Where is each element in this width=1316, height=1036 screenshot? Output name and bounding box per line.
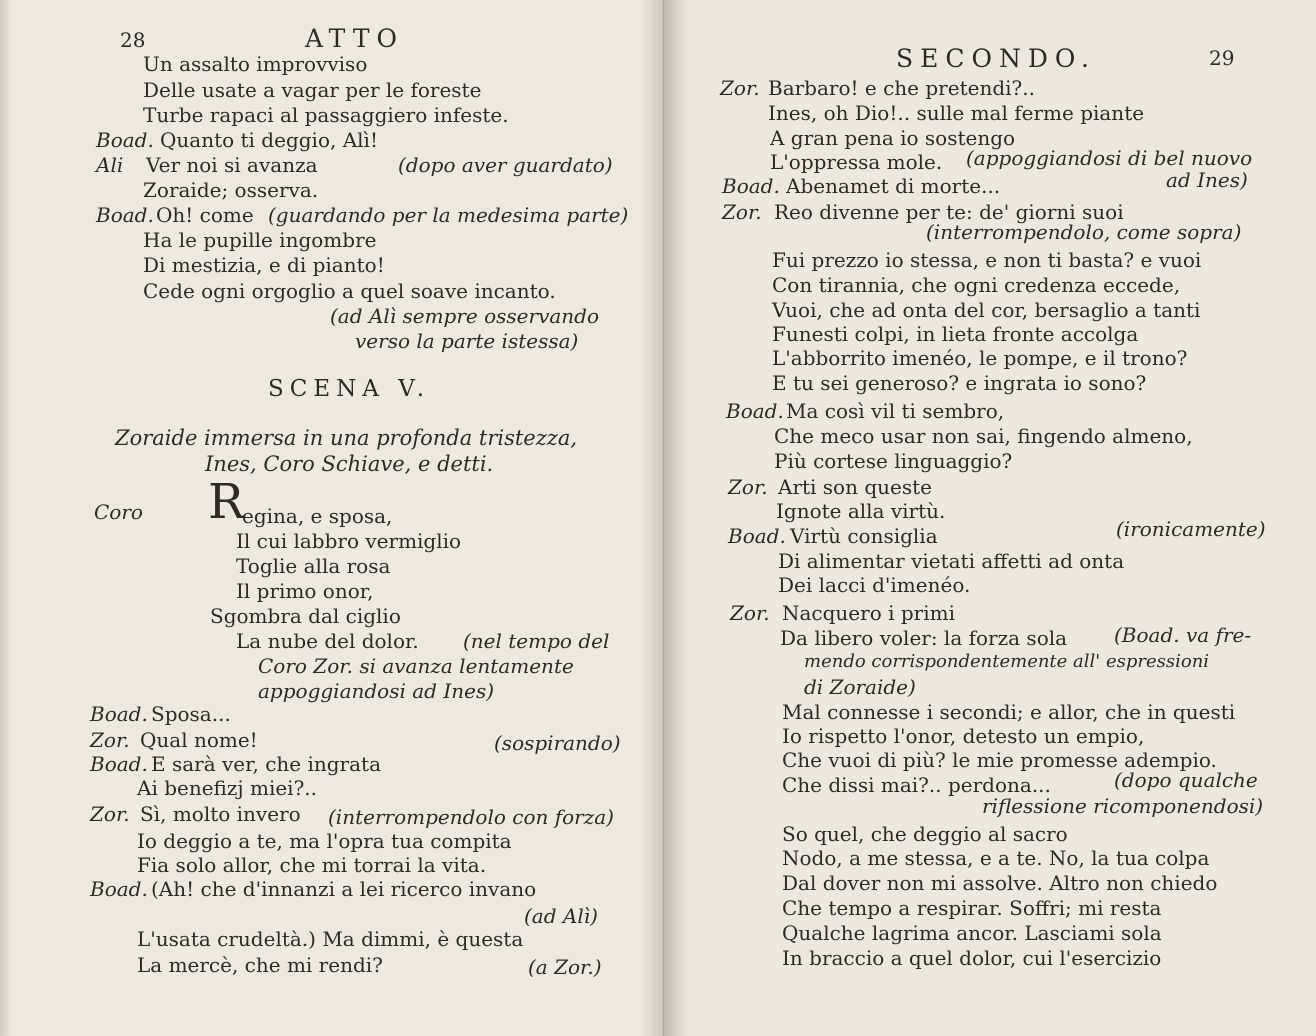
text-line: Qual nome! xyxy=(140,728,258,752)
text-line: Io deggio a te, ma l'opra tua compita xyxy=(137,829,512,853)
text-line: Fui prezzo io stessa, e non ti basta? e vuoi xyxy=(772,248,1202,272)
speaker-label: Zor. xyxy=(720,76,760,100)
chorus-line: Toglie alla rosa xyxy=(236,554,391,578)
text-line: Ines, oh Dio!.. sulle mal ferme piante xyxy=(768,101,1145,125)
text-line: Ignote alla virtù. xyxy=(776,499,946,523)
stage-direction: Coro Zor. si avanza lentamente xyxy=(258,654,574,678)
running-head-left: ATTO xyxy=(305,24,404,53)
text-line: L'oppressa mole. xyxy=(770,150,943,174)
chorus-line: Sgombra dal ciglio xyxy=(210,604,401,628)
speaker-label: Zor. xyxy=(728,475,768,499)
text-line: E tu sei generoso? e ingrata io sono? xyxy=(772,371,1147,395)
text-line: Qualche lagrima ancor. Lasciami sola xyxy=(782,921,1162,945)
text-line: Con tirannia, che ogni credenza eccede, xyxy=(772,273,1181,297)
stage-direction: appoggiandosi ad Ines) xyxy=(258,679,495,703)
text-line: So quel, che deggio al sacro xyxy=(782,822,1068,846)
page-number-right: 29 xyxy=(1209,46,1235,70)
text-line: L'abborrito imenéo, le pompe, e il trono? xyxy=(772,346,1188,370)
text-line: Di alimentar vietati affetti ad onta xyxy=(778,549,1125,573)
text-line: A gran pena io sostengo xyxy=(770,126,1016,150)
text-line: Che vuoi di più? le mie promesse adempio. xyxy=(782,748,1217,772)
chorus-line: egina, e sposa, xyxy=(242,504,393,528)
stage-direction: (a Zor.) xyxy=(528,955,602,979)
page-number-left: 28 xyxy=(120,28,146,52)
stage-direction: (interrompendolo, come sopra) xyxy=(926,220,1242,244)
dropcap: R xyxy=(208,474,245,530)
text-line: Sì, molto invero xyxy=(140,802,301,826)
stage-direction: mendo corrispondentemente all' espressioni xyxy=(804,651,1210,672)
speaker-label: Boad. xyxy=(90,877,148,901)
speaker-label: Boad. xyxy=(90,702,148,726)
scene-description: Zoraide immersa in una profonda tristezza, xyxy=(115,426,578,450)
speaker-label: Boad. xyxy=(90,752,148,776)
text-line: Che tempo a respirar. Soffri; mi resta xyxy=(782,896,1162,920)
speaker-label: Coro xyxy=(94,500,143,524)
scene-description: Ines, Coro Schiave, e detti. xyxy=(205,452,494,476)
text-line: Funesti colpi, in lieta fronte accolga xyxy=(772,322,1139,346)
stage-direction: (sospirando) xyxy=(494,731,621,755)
text-line: Reo divenne per te: de' giorni suoi xyxy=(774,200,1124,224)
stage-direction: riflessione ricomponendosi) xyxy=(982,794,1264,818)
text-line: Delle usate a vagar per le foreste xyxy=(143,78,482,102)
text-line: Mal connesse i secondi; e allor, che in questi xyxy=(782,700,1236,724)
stage-direction: verso la parte istessa) xyxy=(355,329,579,353)
stage-direction: (Boad. va fre- xyxy=(1114,623,1252,647)
stage-direction: (ironicamente) xyxy=(1116,517,1266,541)
text-line: Ha le pupille ingombre xyxy=(143,228,377,252)
chorus-line: Il primo onor, xyxy=(236,579,374,603)
speaker-label: Ali xyxy=(96,153,124,177)
stage-direction: di Zoraide) xyxy=(804,675,916,699)
text-line: Di mestizia, e di pianto! xyxy=(143,253,385,277)
stage-direction: (appoggiandosi di bel nuovo xyxy=(966,146,1253,170)
text-line: Dal dover non mi assolve. Altro non chiedo xyxy=(782,871,1218,895)
speaker-label: Boad. xyxy=(726,399,784,423)
text-line: Più cortese linguaggio? xyxy=(774,449,1013,473)
chorus-line: La nube del dolor. xyxy=(236,629,419,653)
text-line: Io rispetto l'onor, detesto un empio, xyxy=(782,724,1145,748)
chorus-line: Il cui labbro vermiglio xyxy=(236,529,462,553)
text-line: Che meco usar non sai, fingendo almeno, xyxy=(774,424,1193,448)
page-edge xyxy=(0,0,12,1036)
stage-direction: ad Ines) xyxy=(1166,168,1248,192)
speaker-label: Zor. xyxy=(722,200,762,224)
text-line: Dei lacci d'imenéo. xyxy=(778,573,971,597)
text-line: Sposa... xyxy=(151,702,231,726)
text-line: Quanto ti deggio, Alì! xyxy=(160,128,378,152)
speaker-label: Zor. xyxy=(730,601,770,625)
text-line: Abenamet di morte... xyxy=(786,174,1001,198)
stage-direction: (nel tempo del xyxy=(463,629,610,653)
text-line: Oh! come xyxy=(156,203,254,227)
speaker-label: Zor. xyxy=(90,728,130,752)
speaker-label: Boad. xyxy=(96,128,154,152)
text-line: Ver noi si avanza xyxy=(146,153,318,177)
text-line: (Ah! che d'innanzi a lei ricerco invano xyxy=(151,877,537,901)
speaker-label: Boad. xyxy=(722,174,780,198)
text-line: Nodo, a me stessa, e a te. No, la tua colpa xyxy=(782,846,1210,870)
running-head-right: SECONDO. xyxy=(896,44,1096,73)
text-line: Che dissi mai?.. perdona... xyxy=(782,773,1051,797)
scene-title: SCENA V. xyxy=(268,376,431,402)
stage-direction: (dopo qualche xyxy=(1114,768,1258,792)
speaker-label: Boad. xyxy=(728,524,786,548)
text-line: Un assalto improvviso xyxy=(143,52,368,76)
stage-direction: (guardando per la medesima parte) xyxy=(268,203,629,227)
text-line: E sarà ver, che ingrata xyxy=(151,752,381,776)
text-line: Vuoi, che ad onta del cor, bersaglio a tanti xyxy=(772,298,1201,322)
stage-direction: (interrompendolo con forza) xyxy=(328,805,614,829)
text-line: L'usata crudeltà.) Ma dimmi, è questa xyxy=(137,927,524,951)
text-line: Arti son queste xyxy=(778,475,932,499)
stage-direction: (ad Alì sempre osservando xyxy=(330,304,600,328)
stage-direction: (dopo aver guardato) xyxy=(398,153,613,177)
text-line: Ma così vil ti sembro, xyxy=(786,399,1005,423)
speaker-label: Zor. xyxy=(90,802,130,826)
text-line: Nacquero i primi xyxy=(782,601,955,625)
text-line: Virtù consiglia xyxy=(790,524,938,548)
text-line: Cede ogni orgoglio a quel soave incanto. xyxy=(143,279,556,303)
text-line: Zoraide; osserva. xyxy=(143,178,319,202)
text-line: La mercè, che mi rendi? xyxy=(137,953,383,977)
text-line: Fia solo allor, che mi torrai la vita. xyxy=(137,853,487,877)
text-line: Turbe rapaci al passaggiero infeste. xyxy=(143,103,509,127)
right-page xyxy=(664,0,1316,1036)
book-gutter xyxy=(640,0,688,1036)
text-line: In braccio a quel dolor, cui l'esercizio xyxy=(782,946,1162,970)
stage-direction: (ad Alì) xyxy=(524,904,598,928)
text-line: Ai benefizj miei?.. xyxy=(137,776,318,800)
text-line: Barbaro! e che pretendi?.. xyxy=(768,76,1035,100)
speaker-label: Boad. xyxy=(96,203,154,227)
text-line: Da libero voler: la forza sola xyxy=(780,626,1068,650)
